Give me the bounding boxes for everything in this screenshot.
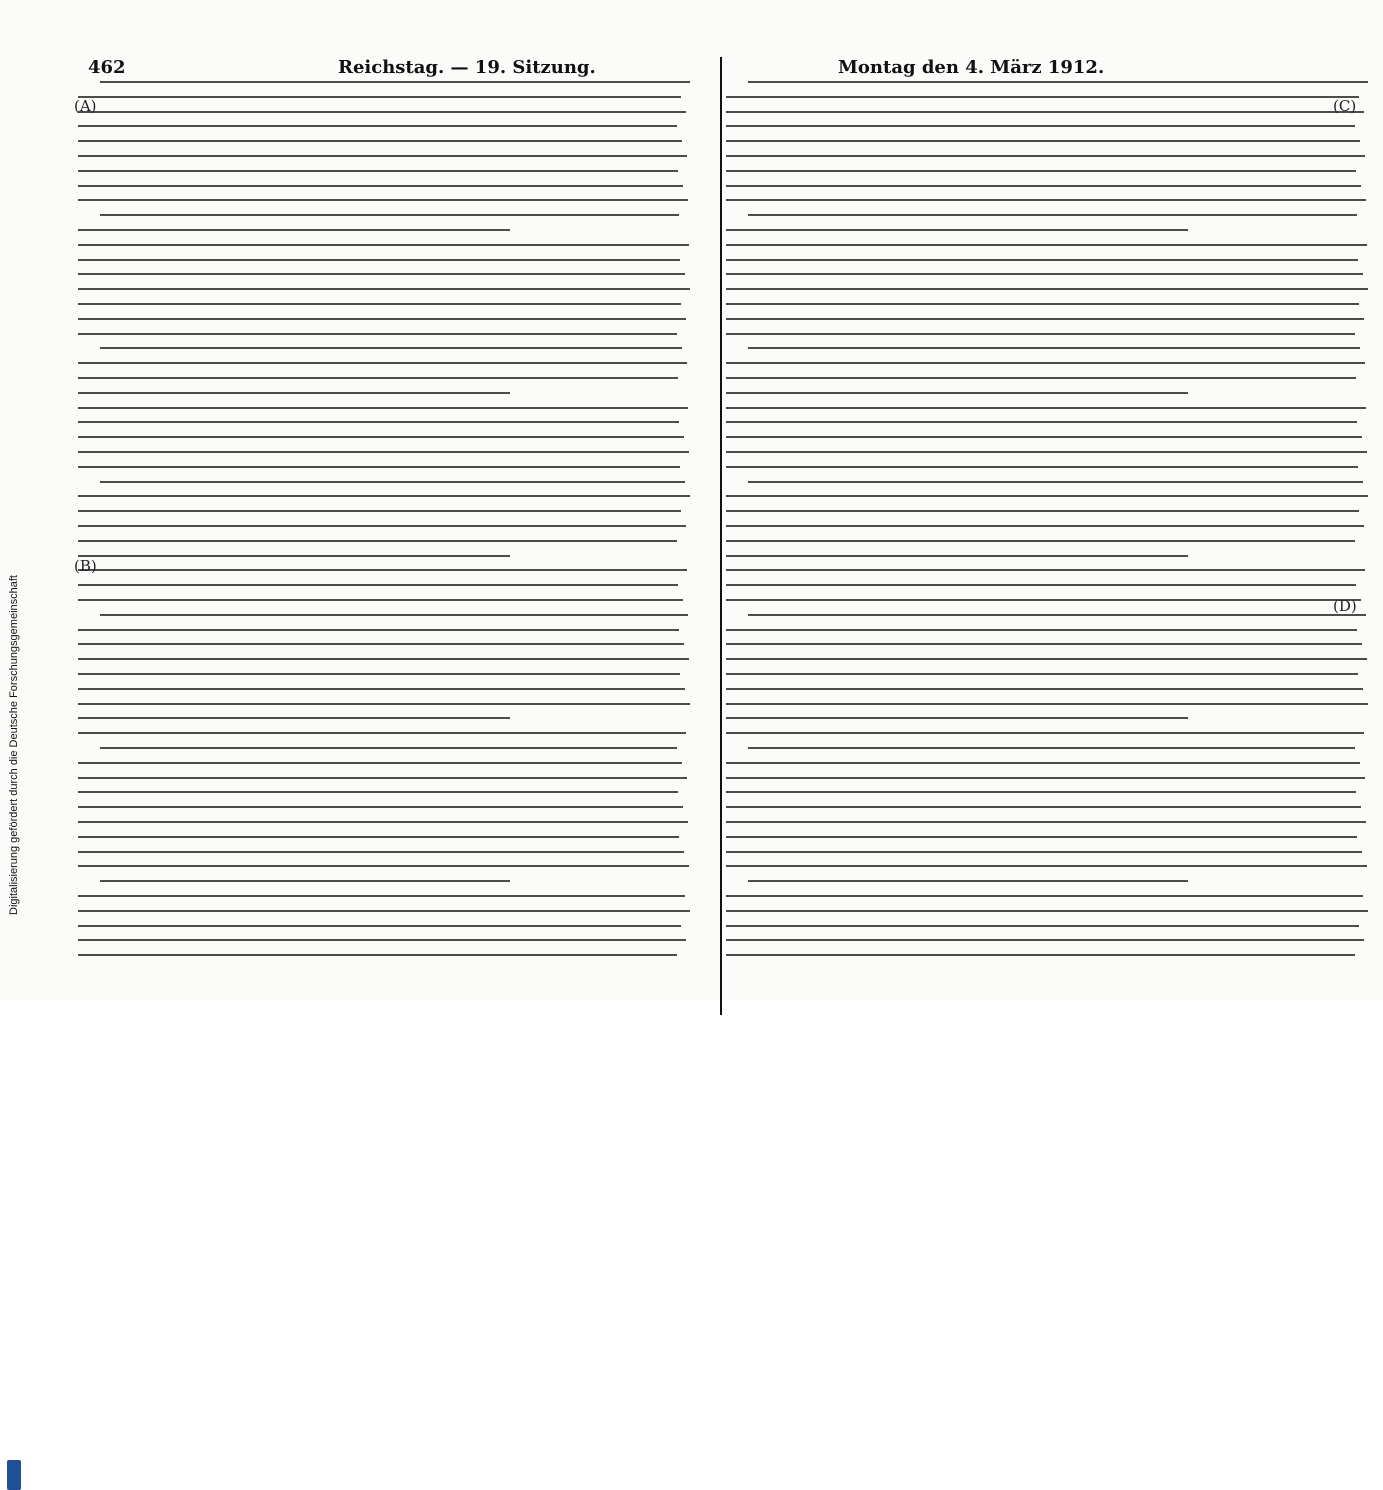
text-line bbox=[726, 504, 1368, 518]
text-line bbox=[726, 534, 1368, 548]
text-line bbox=[78, 623, 690, 637]
text-line bbox=[726, 593, 1368, 607]
text-line bbox=[726, 771, 1368, 785]
text-line bbox=[726, 578, 1368, 592]
text-line bbox=[78, 504, 690, 518]
text-line bbox=[78, 830, 690, 844]
margin-marker-b: (B) bbox=[74, 557, 97, 575]
text-line bbox=[726, 401, 1368, 415]
text-line bbox=[78, 297, 690, 311]
text-line bbox=[726, 193, 1368, 207]
text-line bbox=[726, 563, 1368, 577]
text-line bbox=[78, 238, 690, 252]
text-line bbox=[78, 578, 690, 592]
text-line bbox=[726, 667, 1368, 681]
text-line bbox=[726, 267, 1368, 281]
text-line bbox=[726, 785, 1368, 799]
text-line bbox=[726, 90, 1368, 104]
text-line bbox=[78, 697, 690, 711]
text-line bbox=[726, 815, 1368, 829]
column-divider bbox=[720, 57, 722, 1015]
margin-marker-d: (D) bbox=[1333, 597, 1357, 615]
text-line bbox=[726, 105, 1368, 119]
text-line bbox=[726, 208, 1368, 222]
text-line bbox=[78, 756, 690, 770]
text-line bbox=[726, 874, 1368, 888]
text-line bbox=[78, 859, 690, 873]
text-line bbox=[78, 534, 690, 548]
text-line bbox=[78, 726, 690, 740]
text-line bbox=[726, 312, 1368, 326]
text-line bbox=[78, 800, 690, 814]
text-line bbox=[726, 297, 1368, 311]
text-line bbox=[78, 90, 690, 104]
text-line bbox=[78, 889, 690, 903]
text-line bbox=[78, 179, 690, 193]
text-line bbox=[726, 608, 1368, 622]
running-head: Reichstag. — 19. Sitzung. bbox=[338, 57, 596, 78]
text-line bbox=[726, 919, 1368, 933]
text-line bbox=[726, 830, 1368, 844]
text-line bbox=[726, 341, 1368, 355]
text-line bbox=[78, 75, 690, 89]
text-line bbox=[78, 815, 690, 829]
text-line bbox=[726, 475, 1368, 489]
text-line bbox=[78, 874, 690, 888]
text-line bbox=[726, 889, 1368, 903]
text-line bbox=[78, 312, 690, 326]
text-line bbox=[726, 489, 1368, 503]
text-line bbox=[78, 667, 690, 681]
digitization-credit bbox=[2, 500, 26, 990]
text-line bbox=[726, 253, 1368, 267]
text-line bbox=[726, 430, 1368, 444]
document-sheet bbox=[74, 57, 1368, 1015]
text-line bbox=[78, 682, 690, 696]
text-line bbox=[78, 119, 690, 133]
text-line bbox=[726, 948, 1368, 962]
text-line bbox=[78, 415, 690, 429]
text-line bbox=[78, 711, 690, 725]
dfg-logo-icon bbox=[7, 1460, 21, 1490]
text-line bbox=[726, 859, 1368, 873]
text-line bbox=[726, 134, 1368, 148]
text-line bbox=[78, 460, 690, 474]
text-line bbox=[726, 356, 1368, 370]
text-line bbox=[78, 845, 690, 859]
text-line bbox=[726, 682, 1368, 696]
text-line bbox=[726, 726, 1368, 740]
text-line bbox=[726, 149, 1368, 163]
margin-marker-c: (C) bbox=[1333, 97, 1357, 115]
margin-marker-a: (A) bbox=[74, 97, 97, 115]
text-line bbox=[726, 711, 1368, 725]
text-line bbox=[78, 327, 690, 341]
text-line bbox=[726, 904, 1368, 918]
text-line bbox=[726, 164, 1368, 178]
text-line bbox=[726, 845, 1368, 859]
text-line bbox=[78, 193, 690, 207]
text-line bbox=[78, 371, 690, 385]
text-line bbox=[78, 608, 690, 622]
credit-text: Digitalisierung gefördert durch die Deutsche Forschungsgemeinschaft bbox=[8, 575, 20, 915]
text-column-left bbox=[78, 75, 690, 975]
text-line bbox=[78, 267, 690, 281]
text-line bbox=[726, 519, 1368, 533]
text-line bbox=[78, 948, 690, 962]
text-line bbox=[726, 933, 1368, 947]
text-line bbox=[78, 933, 690, 947]
text-line bbox=[726, 741, 1368, 755]
text-line bbox=[726, 623, 1368, 637]
text-line bbox=[726, 460, 1368, 474]
text-line bbox=[726, 445, 1368, 459]
text-line bbox=[78, 652, 690, 666]
text-line bbox=[78, 430, 690, 444]
text-line bbox=[726, 637, 1368, 651]
text-line bbox=[726, 119, 1368, 133]
text-line bbox=[78, 223, 690, 237]
text-line bbox=[78, 489, 690, 503]
text-line bbox=[78, 919, 690, 933]
text-line bbox=[78, 356, 690, 370]
text-line bbox=[726, 549, 1368, 563]
text-line bbox=[726, 415, 1368, 429]
text-line bbox=[78, 593, 690, 607]
text-line bbox=[726, 223, 1368, 237]
text-line bbox=[78, 785, 690, 799]
text-line bbox=[78, 386, 690, 400]
text-line bbox=[78, 519, 690, 533]
text-line bbox=[78, 208, 690, 222]
text-line bbox=[726, 179, 1368, 193]
text-line bbox=[78, 904, 690, 918]
text-line bbox=[78, 563, 690, 577]
text-line bbox=[78, 282, 690, 296]
text-line bbox=[726, 238, 1368, 252]
text-line bbox=[726, 371, 1368, 385]
text-line bbox=[78, 105, 690, 119]
text-line bbox=[78, 253, 690, 267]
text-line bbox=[726, 386, 1368, 400]
text-line bbox=[726, 756, 1368, 770]
text-line bbox=[78, 445, 690, 459]
page-number: 462 bbox=[88, 57, 126, 78]
text-line bbox=[78, 134, 690, 148]
text-line bbox=[78, 771, 690, 785]
text-line bbox=[78, 149, 690, 163]
text-line bbox=[726, 282, 1368, 296]
text-line bbox=[78, 341, 690, 355]
text-line bbox=[78, 164, 690, 178]
text-line bbox=[726, 697, 1368, 711]
text-line bbox=[78, 549, 690, 563]
text-line bbox=[726, 800, 1368, 814]
text-line bbox=[726, 652, 1368, 666]
sitting-date: Montag den 4. März 1912. bbox=[838, 57, 1105, 78]
text-line bbox=[78, 637, 690, 651]
text-line bbox=[726, 75, 1368, 89]
text-line bbox=[78, 475, 690, 489]
text-line bbox=[726, 327, 1368, 341]
text-column-right bbox=[726, 75, 1368, 975]
text-line bbox=[78, 741, 690, 755]
text-line bbox=[78, 401, 690, 415]
